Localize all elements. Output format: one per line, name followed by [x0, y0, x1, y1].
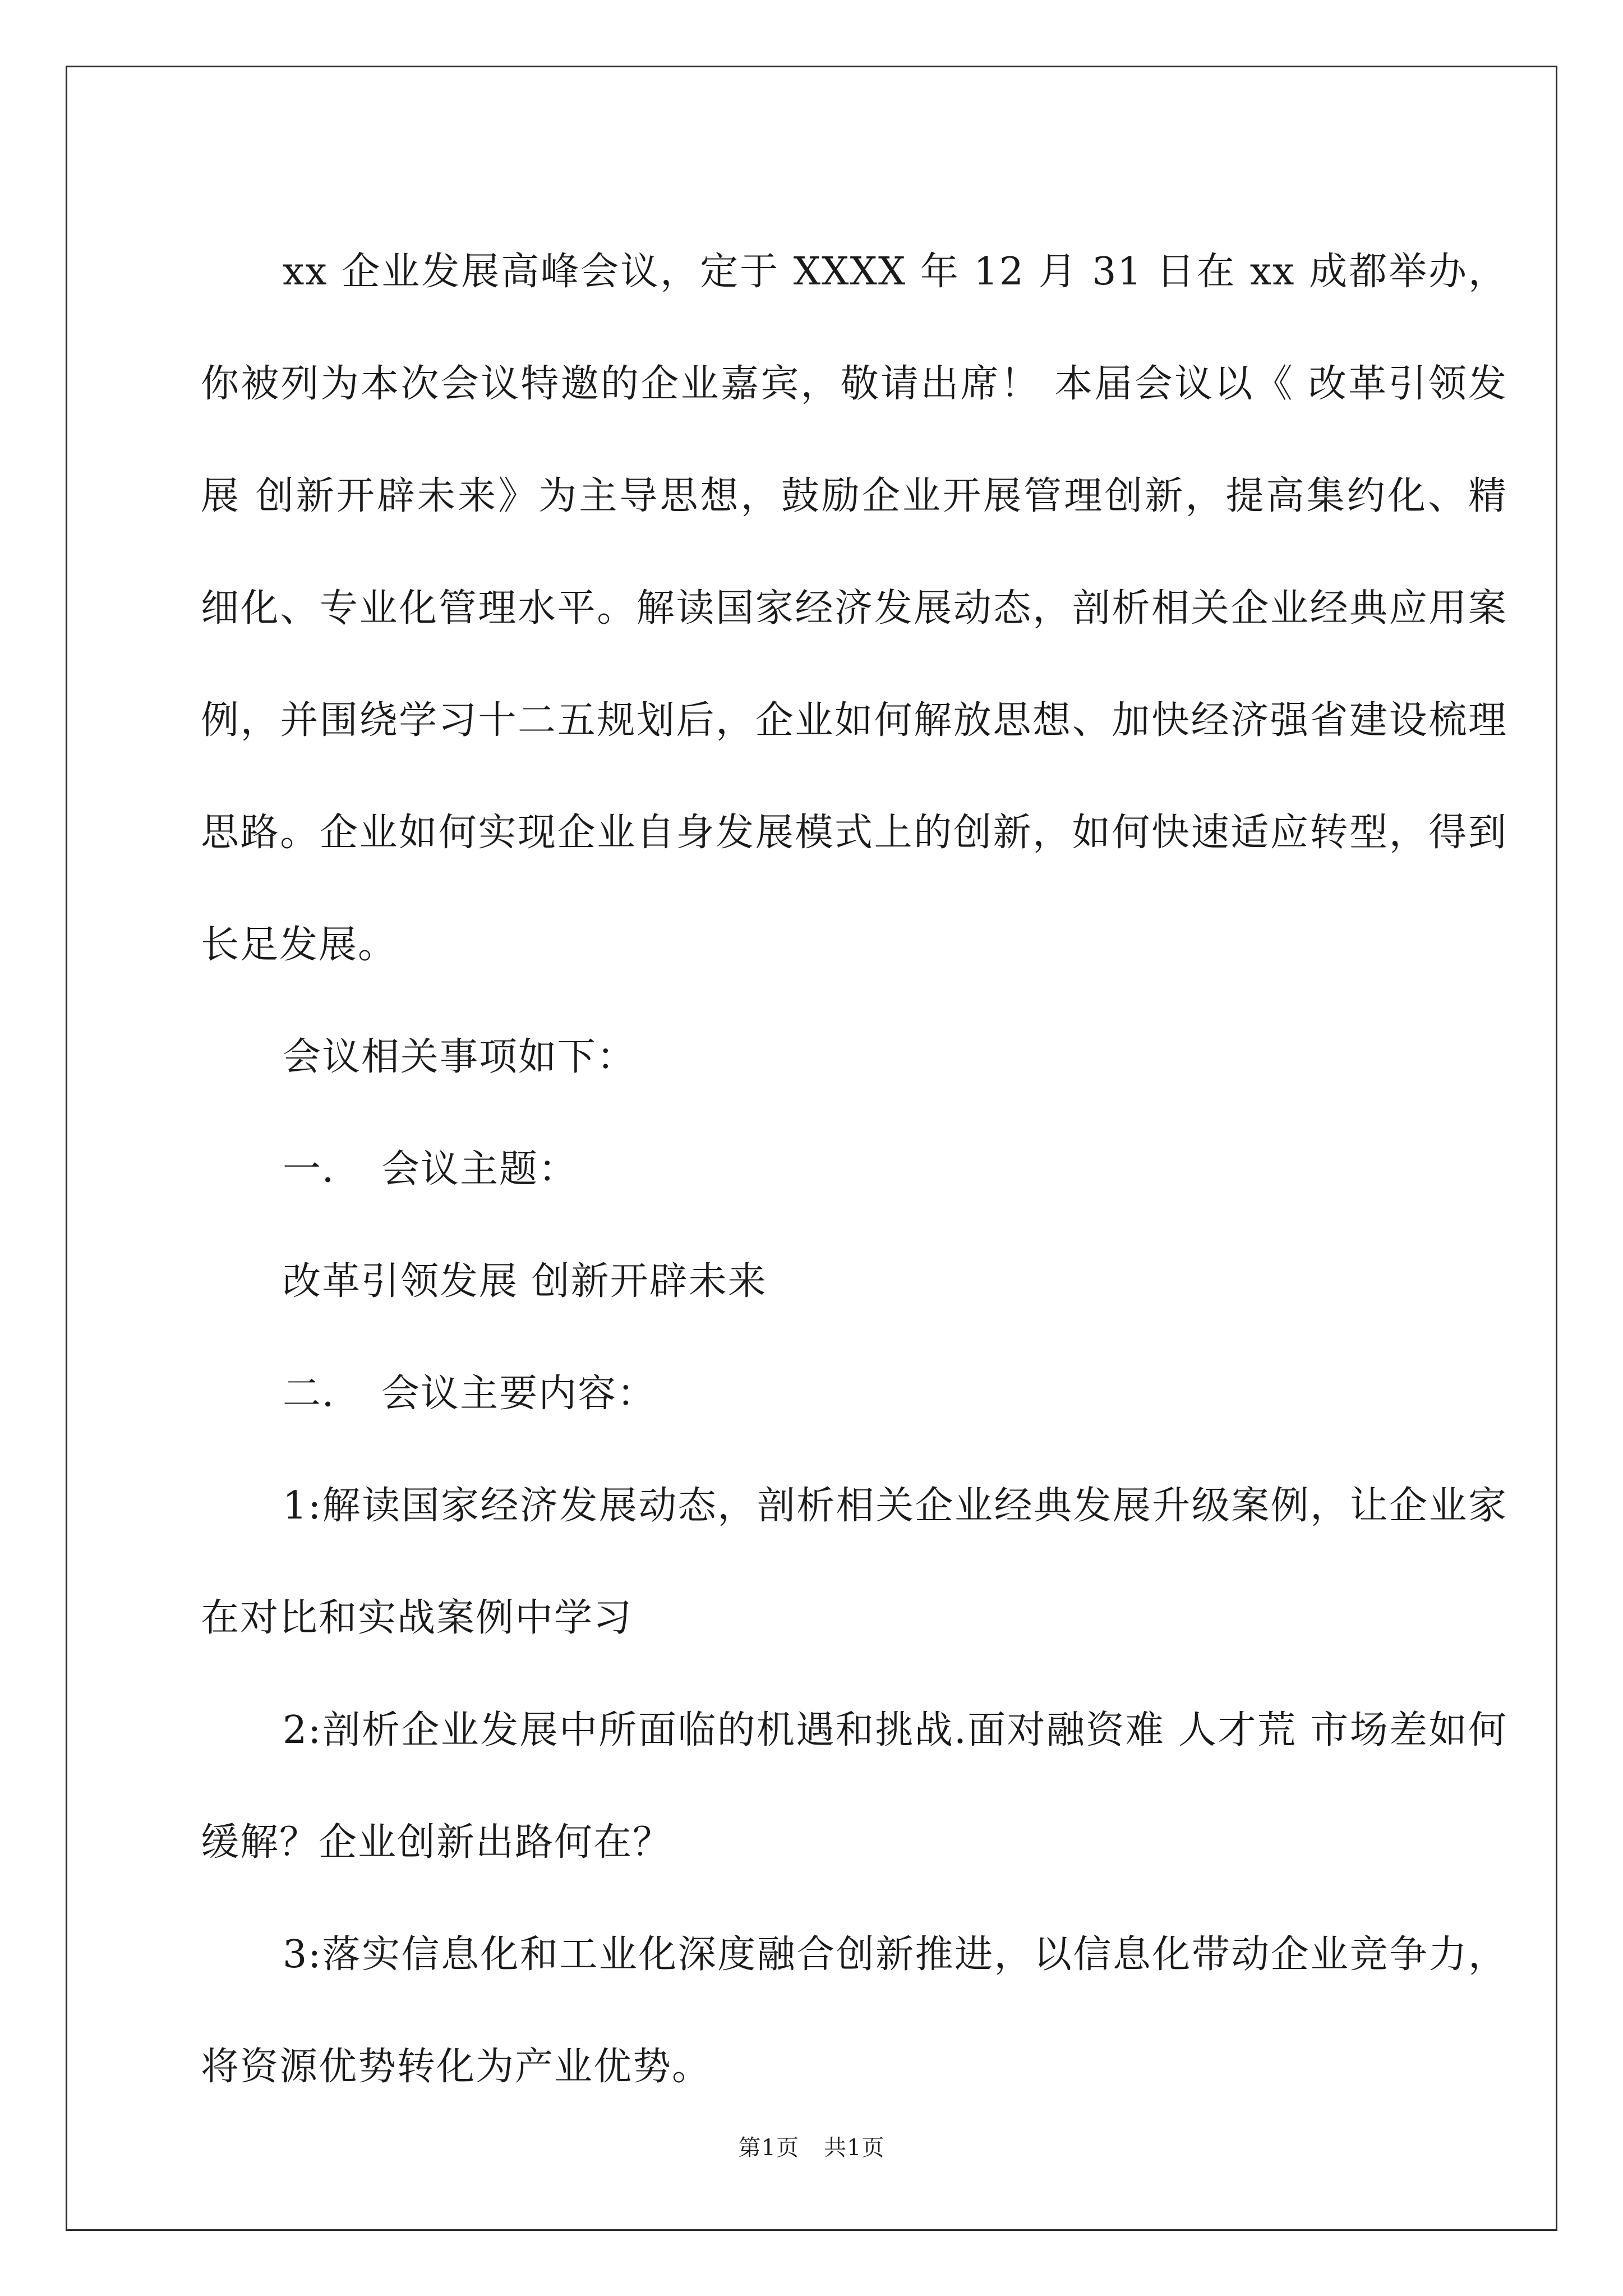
- page-footer: [0, 2130, 1623, 2162]
- page-total: 共1页: [824, 2135, 885, 2161]
- document-body: [201, 216, 1507, 2123]
- content-item-3: 3:落实信息化和工业化深度融合创新推进，以信息化带动企业竞争力，将资源优势转化为产业优势。: [201, 1932, 1507, 2089]
- section-one-heading: 一． 会议主题：: [283, 1147, 578, 1191]
- intro-paragraph: xx 企业发展高峰会议，定于 XXXX 年 12 月 31 日在 xx 成都举办，你被列为本次会议特邀的企业嘉宾，敬请出席！ 本届会议以《 改革引领发展 创新开辟未来》为主导思想，鼓励企业开展管理创新，提高集约化、精细化、专业化管理水平。解读国家经济发展动态，剖析相关企业经典应用案例，并围绕学习十二五规划后，企业如何解放思想、加快经济强省建设梳理思路。企业如何实现企业自身发展模式上的创新，如何快速适应转型，得到长足发展。: [201, 250, 1507, 967]
- content-item-1: 1:解读国家经济发展动态，剖析相关企业经典发展升级案例，让企业家在对比和实战案例中学习: [201, 1484, 1507, 1640]
- matters-heading: 会议相关事项如下：: [283, 1035, 637, 1079]
- section-one-content: 改革引领发展 创新开辟未来: [283, 1259, 767, 1304]
- content-item-2: 2:剖析企业发展中所面临的机遇和挑战.面对融资难 人才荒 市场差如何缓解？企业创新出路何在？: [201, 1708, 1507, 1865]
- page-number: 第1页: [738, 2135, 799, 2161]
- section-two-heading: 二． 会议主要内容：: [283, 1372, 657, 1416]
